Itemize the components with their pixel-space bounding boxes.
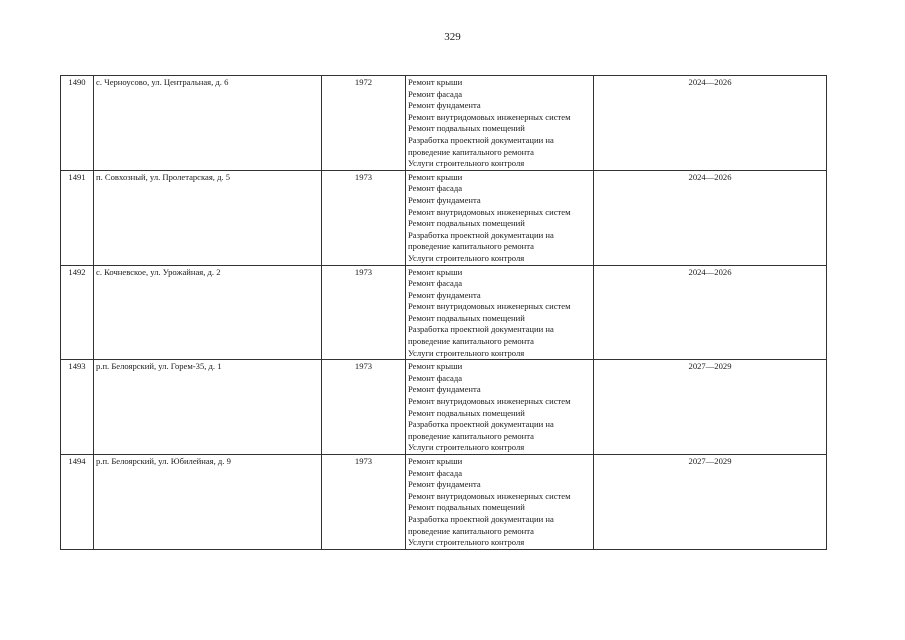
address-cell: с. Кочневское, ул. Урожайная, д. 2 <box>94 265 322 360</box>
period-cell: 2024—2026 <box>594 265 827 360</box>
work-item: Ремонт подвальных помещений <box>408 502 525 513</box>
row-number-cell: 1492 <box>61 265 94 360</box>
work-item: Ремонт фасада <box>408 467 463 478</box>
work-item: Ремонт подвальных помещений <box>408 123 525 134</box>
work-item: Ремонт внутридомовых инженерных систем <box>408 111 571 122</box>
work-item: Ремонт фасада <box>408 183 463 194</box>
work-item: Разработка проектной документации на <box>408 134 554 145</box>
work-item: Ремонт крыши <box>408 171 463 182</box>
build-year-cell: 1973 <box>322 360 406 455</box>
period-cell: 2024—2026 <box>594 76 827 171</box>
address-cell: п. Совхозный, ул. Пролетарская, д. 5 <box>94 170 322 265</box>
build-year-cell: 1973 <box>322 265 406 360</box>
table-row <box>61 455 827 550</box>
work-item: Ремонт фасада <box>408 372 463 383</box>
build-year-cell: 1972 <box>322 76 406 171</box>
table-row <box>61 170 827 265</box>
work-item: проведение капитального ремонта <box>408 241 534 252</box>
table-row <box>61 76 827 171</box>
work-item: Разработка проектной документации на <box>408 324 554 335</box>
row-number-cell: 1493 <box>61 360 94 455</box>
works-cell <box>406 265 594 360</box>
work-item: Ремонт крыши <box>408 266 463 277</box>
table-row <box>61 360 827 455</box>
work-item: Ремонт крыши <box>408 77 463 87</box>
address-cell: р.п. Белоярский, ул. Горем-35, д. 1 <box>94 360 322 455</box>
works-cell <box>406 360 594 455</box>
work-item: Ремонт фасада <box>408 88 463 99</box>
work-item: Ремонт внутридомовых инженерных систем <box>408 396 571 407</box>
period-cell: 2027—2029 <box>594 455 827 550</box>
work-item: проведение капитального ремонта <box>408 336 534 347</box>
row-number-cell: 1491 <box>61 170 94 265</box>
work-item: Услуги строительного контроля <box>408 158 525 169</box>
page-number: 329 <box>444 31 461 43</box>
works-cell <box>406 170 594 265</box>
row-number-cell: 1494 <box>61 455 94 550</box>
work-item: Ремонт крыши <box>408 361 463 372</box>
work-item: Услуги строительного контроля <box>408 252 525 263</box>
work-item: Ремонт фундамента <box>408 289 481 300</box>
period-cell: 2024—2026 <box>594 170 827 265</box>
work-item: Услуги строительного контроля <box>408 537 525 548</box>
address-cell: р.п. Белоярский, ул. Юбилейная, д. 9 <box>94 455 322 550</box>
build-year-cell: 1973 <box>322 170 406 265</box>
work-item: Разработка проектной документации на <box>408 419 554 430</box>
work-item: Ремонт внутридомовых инженерных систем <box>408 490 571 501</box>
work-item: проведение капитального ремонта <box>408 525 534 536</box>
table-row <box>61 265 827 360</box>
work-item: проведение капитального ремонта <box>408 430 534 441</box>
work-item: Ремонт подвальных помещений <box>408 407 525 418</box>
work-item: Ремонт подвальных помещений <box>408 312 525 323</box>
work-item: Разработка проектной документации на <box>408 513 554 524</box>
period-cell: 2027—2029 <box>594 360 827 455</box>
work-item: Ремонт подвальных помещений <box>408 218 525 229</box>
work-item: Ремонт фасада <box>408 278 463 289</box>
work-item: Ремонт фундамента <box>408 194 481 205</box>
work-item: Ремонт крыши <box>408 456 463 466</box>
work-item: Ремонт фундамента <box>408 100 481 111</box>
works-cell <box>406 455 594 550</box>
work-item: проведение капитального ремонта <box>408 146 534 157</box>
work-item: Ремонт внутридомовых инженерных систем <box>408 301 571 312</box>
address-cell: с. Черноусово, ул. Центральная, д. 6 <box>94 76 322 171</box>
work-item: Услуги строительного контроля <box>408 442 525 453</box>
build-year-cell: 1973 <box>322 455 406 550</box>
works-cell <box>406 76 594 171</box>
repair-schedule-table <box>60 75 827 550</box>
row-number-cell: 1490 <box>61 76 94 171</box>
work-item: Разработка проектной документации на <box>408 229 554 240</box>
work-item: Ремонт внутридомовых инженерных систем <box>408 206 571 217</box>
work-item: Услуги строительного контроля <box>408 347 525 358</box>
work-item: Ремонт фундамента <box>408 384 481 395</box>
table-body <box>61 76 827 550</box>
work-item: Ремонт фундамента <box>408 479 481 490</box>
